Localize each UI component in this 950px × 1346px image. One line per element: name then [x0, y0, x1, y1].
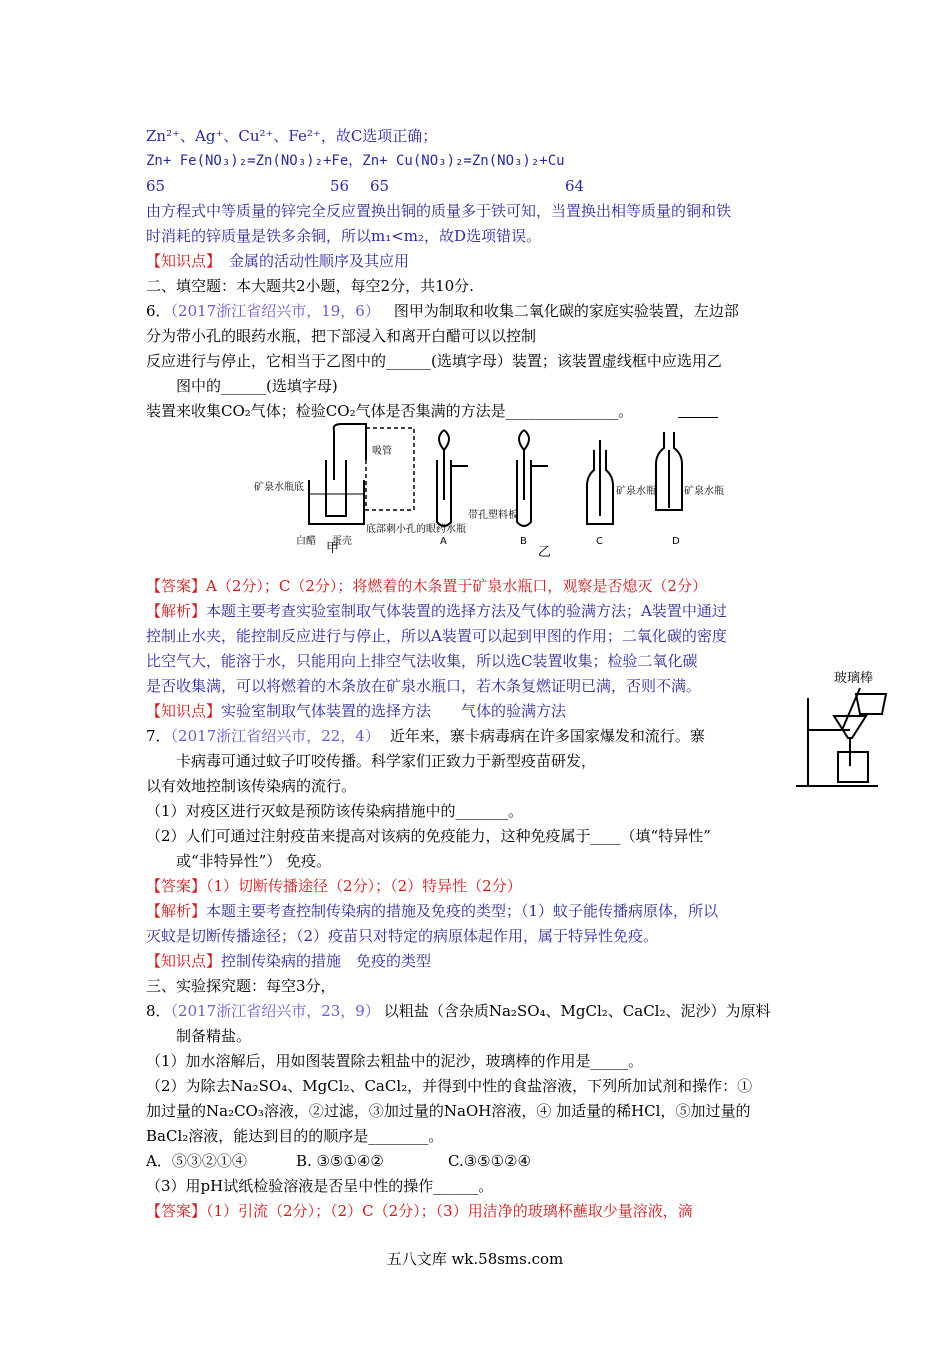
q6-knowledge-point	[146, 701, 566, 721]
q7-source: （2017浙江省绍兴市，22，4）	[170, 727, 380, 745]
answer-tag: 【答案】	[146, 877, 207, 895]
analysis-text-1: 本题主要考查控制传染病的措施及免疫的类型；（1）蚊子能传播病原体，所以	[206, 902, 719, 920]
q6-number: 6．	[146, 302, 171, 320]
straw-tube	[334, 424, 366, 460]
q7-knowledge-point	[146, 951, 431, 971]
mass-zn-1: 65	[146, 177, 166, 195]
q8-sub-2c: BaCl₂溶液，能达到目的的顺序是________。	[146, 1127, 444, 1145]
q7-sub-1: （1）对疫区进行灭蚊是预防该传染病措施中的_______。	[146, 802, 524, 820]
q8-answer	[146, 1201, 693, 1221]
label-straw: 吸管	[372, 446, 392, 457]
q7-sub-2b: 或“非特异性”） 免疫。	[176, 852, 332, 870]
funnel	[834, 716, 866, 738]
label-eggshell: 蛋壳	[332, 536, 352, 547]
q6-analysis-2: 控制止水夹，能控制反应进行与停止，所以A装置可以起到甲图的作用；二氧化碳的密度	[146, 627, 727, 645]
co2-apparatus-figure	[254, 420, 724, 560]
label-glass-rod: 玻璃棒	[834, 671, 874, 686]
q8-sub-1: （1）加水溶解后，用如图装置除去粗盐中的泥沙，玻璃棒的作用是_____。	[146, 1052, 644, 1070]
funnel-b	[519, 430, 529, 450]
funnel-a	[439, 430, 449, 450]
page-footer: 五八文库 wk.58sms.com	[386, 1250, 564, 1268]
q6-line-2: 分为带小孔的眼药水瓶，把下部浸入和离开白醋可以以控制	[146, 327, 537, 345]
section-3-heading: 三、实验探究题：每空3分，	[146, 977, 336, 995]
q8-sub-3: （3）用pH试纸检验溶液是否呈中性的操作______。	[146, 1177, 494, 1195]
mass-fe: 56	[330, 177, 350, 195]
mass-cu: 64	[565, 177, 585, 195]
kp-text: 控制传染病的措施 免疫的类型	[221, 952, 432, 970]
label-jia: 甲	[326, 541, 340, 556]
q5-analysis-line-2: 时消耗的锌质量是铁多余铜，所以m₁<m₂，故D选项错误。	[146, 227, 542, 245]
label-bottle-bottom: 矿泉水瓶底	[254, 482, 304, 493]
q5-knowledge-point	[146, 251, 409, 271]
q8-option-a: A．⑤③②①④	[146, 1152, 247, 1170]
q7-answer	[146, 876, 522, 896]
label-b: B	[520, 536, 527, 547]
q5-analysis-line-1: 由方程式中等质量的锌完全反应置换出铜的质量多于铁可知，当置换出相等质量的铜和铁	[146, 202, 732, 220]
label-plate: 带孔塑料板	[468, 510, 518, 521]
kp-text: 实验室制取气体装置的选择方法 气体的验满方法	[221, 702, 567, 720]
q6-analysis-3: 比空气大，能溶于水，只能用向上排空气法收集，所以选C装置收集；检验二氧化碳	[146, 652, 698, 670]
eyedrop-bottle	[326, 460, 346, 516]
label-c: C	[596, 536, 603, 547]
q8-line-1	[146, 1001, 771, 1021]
q7-analysis-2: 灭蚊是切断传播途径；（2）疫苗只对特定的病原体起作用，属于特异性免疫。	[146, 927, 659, 945]
q7-line-3: 以有效地控制该传染病的流行。	[146, 777, 357, 795]
pouring-beaker	[856, 694, 886, 714]
answer-tag: 【答案】	[146, 1202, 207, 1220]
kp-tag: 【知识点】	[146, 702, 222, 720]
kp-tag: 【知识点】	[146, 952, 222, 970]
equations-line: Zn+ Fe(NO₃)₂=Zn(NO₃)₂+Fe，Zn+ Cu(NO₃)₂=Zn(NO₃)₂+Cu	[146, 153, 565, 169]
q7-line-2: 卡病毒可通过蚊子叮咬传播。科学家们正致力于新型疫苗研发，	[176, 752, 597, 770]
q6-line-4: 图中的______(选填字母)	[176, 377, 338, 395]
ions-line: Zn²⁺、Ag⁺、Cu²⁺、Fe²⁺，故C选项正确；	[146, 127, 438, 145]
q7-analysis-1	[146, 901, 718, 921]
analysis-tag: 【解析】	[146, 602, 207, 620]
q8-number: 8．	[146, 1002, 171, 1020]
kp-tag: 【知识点】	[146, 252, 222, 270]
q6-line-5: 装置来收集CO₂气体；检验CO₂气体是否集满的方法是_______________。	[146, 402, 634, 420]
label-yi: 乙	[538, 545, 552, 560]
q7-text-1: 近年来，寨卡病毒病在许多国家爆发和流行。寨	[389, 727, 705, 745]
q6-text-1: 图甲为制取和收集二氧化碳的家庭实验装置，左边部	[393, 302, 739, 320]
label-a: A	[440, 536, 447, 547]
kp-text: 金属的活动性顺序及其应用	[229, 252, 410, 270]
q6-line-3: 反应进行与停止，它相当于乙图中的______(选填字母）装置；该装置虚线框中应选用乙	[146, 352, 722, 370]
q8-sub-2b: 加过量的Na₂CO₃溶液，②过滤，③加过量的NaOH溶液，④ 加适量的稀HCl，⑤加过量的	[146, 1102, 751, 1120]
q6-source: （2017浙江省绍兴市，19，6）	[170, 302, 380, 320]
beaker	[838, 752, 868, 782]
q6-line-1	[146, 301, 739, 321]
filtration-figure	[790, 668, 900, 798]
mass-zn-2: 65	[370, 177, 390, 195]
answer-text: A（2分）；C（2分）；将燃着的木条置于矿泉水瓶口，观察是否熄灭（2分）	[206, 577, 707, 595]
answer-text: （1）引流（2分）；（2）C（2分）；（3）用洁净的玻璃杯蘸取少量溶液，滴	[206, 1202, 693, 1220]
q7-sub-2a: （2）人们可通过注射疫苗来提高对该病的免疫能力，这种免疫属于____（填“特异性”	[146, 827, 711, 845]
q7-line-1	[146, 726, 705, 746]
q8-text-1: 以粗盐（含杂质Na₂SO₄、MgCl₂、CaCl₂、泥沙）为原料	[383, 1002, 771, 1020]
dashed-collector-box	[366, 428, 414, 510]
stray-underline	[678, 417, 718, 418]
analysis-tag: 【解析】	[146, 902, 207, 920]
label-vinegar: 白醋	[296, 536, 316, 547]
q6-answer	[146, 576, 707, 596]
answer-text: （1）切断传播途径（2分）；（2）特异性（2分）	[206, 877, 522, 895]
q8-option-c: C.③⑤①②④	[448, 1152, 531, 1170]
label-bottle-c: 矿泉水瓶	[616, 486, 656, 497]
q8-sub-2a: （2）为除去Na₂SO₄、MgCl₂、CaCl₂，并得到中性的食盐溶液，下列所加试剂和操作：①	[146, 1077, 753, 1095]
analysis-text-1: 本题主要考查实验室制取气体装置的选择方法及气体的验满方法；A装置中通过	[206, 602, 727, 620]
section-2-heading: 二、填空题：本大题共2小题，每空2分，共10分.	[146, 277, 474, 295]
q8-line-2: 制备精盐。	[176, 1027, 252, 1045]
answer-tag: 【答案】	[146, 577, 207, 595]
q7-number: 7．	[146, 727, 171, 745]
q6-analysis-4: 是否收集满，可以将燃着的木条放在矿泉水瓶口，若木条复燃证明已满，否则不满。	[146, 677, 702, 695]
label-bottle-d: 矿泉水瓶	[684, 486, 724, 497]
q8-source: （2017浙江省绍兴市，23，9）	[170, 1002, 380, 1020]
label-d: D	[672, 536, 680, 547]
q8-option-b: B. ③⑤①④②	[296, 1152, 384, 1170]
q6-analysis-1	[146, 601, 727, 621]
label-eyedrop: 底部刺小孔的眼药水瓶	[366, 524, 466, 535]
bottle-base	[309, 480, 364, 524]
